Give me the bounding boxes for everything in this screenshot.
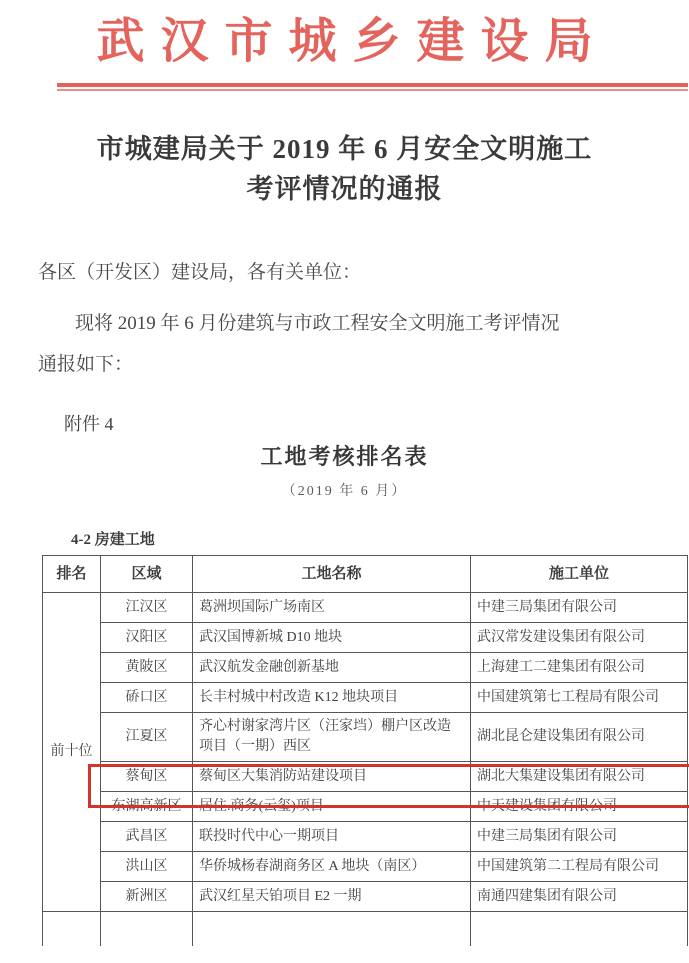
table-row (43, 593, 688, 623)
table-row (43, 623, 688, 653)
cell-site-name: 武汉航发金融创新基地 (193, 653, 471, 683)
table-row (43, 792, 688, 822)
table-row (43, 762, 688, 792)
cell-site-name: 联投时代中心一期项目 (193, 822, 471, 852)
table-row (43, 653, 688, 683)
table-row (43, 713, 688, 762)
cell-district: 江汉区 (101, 593, 193, 623)
cell-district: 汉阳区 (101, 623, 193, 653)
cell-district: 洪山区 (101, 852, 193, 882)
body-paragraph-line2: 通报如下： (38, 354, 134, 376)
cell-contractor: 南通四建集团有限公司 (471, 882, 688, 912)
cell-site-name: 长丰村城中村改造 K12 地块项目 (193, 683, 471, 713)
ranking-table-title: 工地考核排名表 (260, 444, 429, 470)
cell-contractor: 中建三局集团有限公司 (471, 822, 688, 852)
cell-contractor: 中天建设集团有限公司 (471, 792, 688, 822)
section-label: 4-2 房建工地 (71, 532, 155, 549)
table-row (43, 852, 688, 882)
cell-empty (101, 912, 193, 947)
ranking-table-body (43, 593, 688, 947)
column-header-rank: 排名 (43, 556, 101, 593)
letterhead-rule (57, 83, 688, 91)
cell-site-name: 蔡甸区大集消防站建设项目 (193, 762, 471, 792)
cell-contractor: 湖北昆仑建设集团有限公司 (471, 713, 688, 762)
scanned-document-page (0, 14, 689, 963)
cell-district: 武昌区 (101, 822, 193, 852)
column-header-district: 区域 (101, 556, 193, 593)
ranking-table-wrap (42, 555, 687, 946)
cell-district: 硚口区 (101, 683, 193, 713)
table-row-partial (43, 912, 688, 947)
cell-empty (193, 912, 471, 947)
cell-site-name: 武汉国博新城 D10 地块 (193, 623, 471, 653)
table-row (43, 683, 688, 713)
column-header-site: 工地名称 (193, 556, 471, 593)
cell-contractor: 上海建工二建集团有限公司 (471, 653, 688, 683)
cell-district: 东湖高新区 (101, 792, 193, 822)
ranking-table (42, 555, 688, 946)
ranking-table-subtitle: （2019 年 6 月） (281, 484, 408, 500)
body-paragraph-line1: 现将 2019 年 6 月份建筑与市政工程安全文明施工考评情况 (75, 313, 560, 335)
rank-group-cell: 前十位 (43, 593, 101, 912)
cell-empty (471, 912, 688, 947)
cell-site-name: 齐心村谢家湾片区（汪家垱）棚户区改造项目（一期）西区 (193, 713, 471, 762)
document-title-line2: 考评情况的通报 (246, 174, 443, 205)
cell-contractor: 中国建筑第七工程局有限公司 (471, 683, 688, 713)
table-header-row (43, 556, 688, 593)
cell-empty (43, 912, 101, 947)
cell-district: 江夏区 (101, 713, 193, 762)
cell-site-name: 华侨城杨春湖商务区 A 地块（南区） (193, 852, 471, 882)
cell-district: 黄陂区 (101, 653, 193, 683)
cell-site-name: 葛洲坝国际广场南区 (193, 593, 471, 623)
cell-contractor: 中建三局集团有限公司 (471, 593, 688, 623)
column-header-contractor: 施工单位 (471, 556, 688, 593)
table-row (43, 882, 688, 912)
cell-site-name: 武汉红星天铂项目 E2 一期 (193, 882, 471, 912)
salutation: 各区（开发区）建设局，各有关单位： (38, 262, 362, 284)
table-row (43, 822, 688, 852)
rule-thin-bar (57, 89, 688, 91)
cell-contractor: 湖北大集建设集团有限公司 (471, 762, 688, 792)
cell-contractor: 武汉常发建设集团有限公司 (471, 623, 688, 653)
cell-site-name: 居住.商务(云玺)项目 (193, 792, 471, 822)
cell-district: 蔡甸区 (101, 762, 193, 792)
document-title-line1: 市城建局关于 2019 年 6 月安全文明施工 (96, 134, 593, 165)
document-title (0, 129, 689, 209)
cell-contractor: 中国建筑第二工程局有限公司 (471, 852, 688, 882)
agency-letterhead: 武汉市城乡建设局 (96, 15, 609, 68)
cell-district: 新洲区 (101, 882, 193, 912)
attachment-label: 附件 4 (64, 414, 114, 435)
